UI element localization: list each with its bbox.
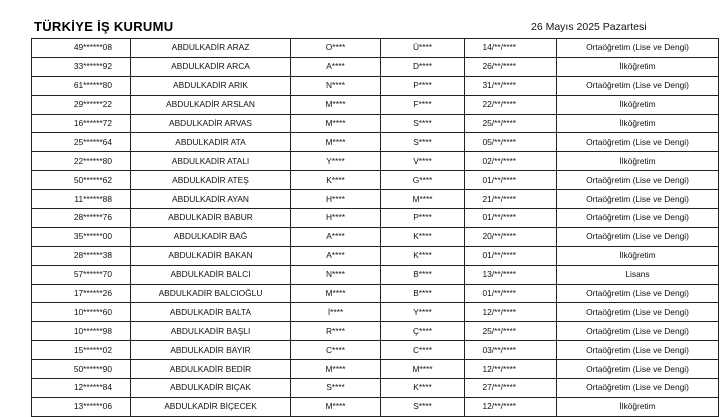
full-name-cell: ABDULKADİR BAŞLI [131,322,291,341]
mother-initial-cell: S**** [381,397,465,416]
table-row [32,209,719,228]
table-row [32,190,719,209]
birth-date-cell: 22/**/**** [465,95,557,114]
full-name-cell: ABDULKADİR ARSLAN [131,95,291,114]
table-row [32,379,719,398]
full-name-cell: ABDULKADİR ATALI [131,152,291,171]
education-cell: Ortaöğretim (Lise ve Dengi) [557,209,719,228]
table-row [32,57,719,76]
table-row [32,76,719,95]
education-cell: Ortaöğretim (Lise ve Dengi) [557,303,719,322]
education-cell: İlköğretim [557,114,719,133]
full-name-cell: ABDULKADİR BEDİR [131,360,291,379]
birth-date-cell: 12/**/**** [465,303,557,322]
mother-initial-cell: V**** [381,152,465,171]
birth-date-cell: 12/**/**** [465,360,557,379]
education-cell: İlköğretim [557,152,719,171]
full-name-cell: ABDULKADİR BİÇECEK [131,397,291,416]
mother-initial-cell: S**** [381,114,465,133]
mother-initial-cell: P**** [381,76,465,95]
full-name-cell: ABDULKADİR BALCIOĞLU [131,284,291,303]
father-initial-cell: M**** [291,284,381,303]
father-initial-cell: C**** [291,341,381,360]
education-cell: İlköğretim [557,246,719,265]
education-cell: İlköğretim [557,95,719,114]
education-cell: Ortaöğretim (Lise ve Dengi) [557,76,719,95]
id-number-cell: 12******84 [32,379,131,398]
father-initial-cell: M**** [291,360,381,379]
table-row [32,265,719,284]
id-number-cell: 16******72 [32,114,131,133]
mother-initial-cell: D**** [381,57,465,76]
birth-date-cell: 27/**/**** [465,379,557,398]
birth-date-cell: 21/**/**** [465,190,557,209]
father-initial-cell: M**** [291,397,381,416]
mother-initial-cell: B**** [381,284,465,303]
mother-initial-cell: P**** [381,209,465,228]
birth-date-cell: 05/**/**** [465,133,557,152]
education-cell: Ortaöğretim (Lise ve Dengi) [557,190,719,209]
birth-date-cell: 20/**/**** [465,227,557,246]
mother-initial-cell: K**** [381,227,465,246]
birth-date-cell: 02/**/**** [465,152,557,171]
father-initial-cell: M**** [291,95,381,114]
mother-initial-cell: G**** [381,171,465,190]
mother-initial-cell: Y**** [381,303,465,322]
full-name-cell: ABDULKADİR BALTA [131,303,291,322]
education-cell: Ortaöğretim (Lise ve Dengi) [557,379,719,398]
table-row [32,133,719,152]
mother-initial-cell: B**** [381,265,465,284]
table-row [32,341,719,360]
education-cell: Ortaöğretim (Lise ve Dengi) [557,133,719,152]
father-initial-cell: R**** [291,322,381,341]
full-name-cell: ABDULKADİR BAĞ [131,227,291,246]
id-number-cell: 29******22 [32,95,131,114]
mother-initial-cell: C**** [381,341,465,360]
birth-date-cell: 25/**/**** [465,322,557,341]
full-name-cell: ABDULKADİR ATEŞ [131,171,291,190]
father-initial-cell: A**** [291,246,381,265]
birth-date-cell: 01/**/**** [465,171,557,190]
father-initial-cell: H**** [291,190,381,209]
father-initial-cell: Y**** [291,152,381,171]
full-name-cell: ABDULKADİR ARAZ [131,39,291,58]
full-name-cell: ABDULKADİR BIÇAK [131,379,291,398]
father-initial-cell: A**** [291,57,381,76]
table-row [32,227,719,246]
id-number-cell: 13******06 [32,397,131,416]
mother-initial-cell: S**** [381,133,465,152]
id-number-cell: 35******00 [32,227,131,246]
father-initial-cell: K**** [291,171,381,190]
id-number-cell: 57******70 [32,265,131,284]
birth-date-cell: 26/**/**** [465,57,557,76]
education-cell: Ortaöğretim (Lise ve Dengi) [557,227,719,246]
table-row [32,171,719,190]
organization-title: TÜRKİYE İŞ KURUMU [34,19,174,34]
full-name-cell: ABDULKADİR ARVAS [131,114,291,133]
mother-initial-cell: M**** [381,360,465,379]
id-number-cell: 10******98 [32,322,131,341]
table-row [32,322,719,341]
full-name-cell: ABDULKADİR ARCA [131,57,291,76]
table-row [32,246,719,265]
id-number-cell: 25******64 [32,133,131,152]
table-row [32,152,719,171]
id-number-cell: 61******80 [32,76,131,95]
birth-date-cell: 01/**/**** [465,246,557,265]
birth-date-cell: 13/**/**** [465,265,557,284]
full-name-cell: ABDULKADİR BAYIR [131,341,291,360]
education-cell: Lisans [557,265,719,284]
table-row [32,303,719,322]
full-name-cell: ABDULKADİR BAKAN [131,246,291,265]
birth-date-cell: 01/**/**** [465,284,557,303]
birth-date-cell: 03/**/**** [465,341,557,360]
id-number-cell: 50******90 [32,360,131,379]
father-initial-cell: M**** [291,114,381,133]
table-row [32,284,719,303]
father-initial-cell: M**** [291,133,381,152]
table-row [32,39,719,58]
applicant-table [31,38,719,417]
mother-initial-cell: M**** [381,190,465,209]
birth-date-cell: 01/**/**** [465,209,557,228]
father-initial-cell: İ**** [291,303,381,322]
id-number-cell: 50******62 [32,171,131,190]
mother-initial-cell: K**** [381,246,465,265]
birth-date-cell: 31/**/**** [465,76,557,95]
education-cell: Ortaöğretim (Lise ve Dengi) [557,322,719,341]
father-initial-cell: S**** [291,379,381,398]
full-name-cell: ABDULKADİR BABUR [131,209,291,228]
father-initial-cell: N**** [291,265,381,284]
id-number-cell: 17******26 [32,284,131,303]
full-name-cell: ABDULKADİR ATA [131,133,291,152]
full-name-cell: ABDULKADİR BALCI [131,265,291,284]
education-cell: İlköğretim [557,57,719,76]
father-initial-cell: H**** [291,209,381,228]
id-number-cell: 10******60 [32,303,131,322]
id-number-cell: 33******92 [32,57,131,76]
mother-initial-cell: F**** [381,95,465,114]
birth-date-cell: 12/**/**** [465,397,557,416]
father-initial-cell: N**** [291,76,381,95]
mother-initial-cell: Ü**** [381,39,465,58]
birth-date-cell: 14/**/**** [465,39,557,58]
report-date: 26 Mayıs 2025 Pazartesi [531,21,647,33]
id-number-cell: 15******02 [32,341,131,360]
table-row [32,95,719,114]
id-number-cell: 28******76 [32,209,131,228]
id-number-cell: 49******08 [32,39,131,58]
table-row [32,360,719,379]
full-name-cell: ABDULKADİR ARIK [131,76,291,95]
education-cell: İlköğretim [557,397,719,416]
father-initial-cell: A**** [291,227,381,246]
id-number-cell: 11******88 [32,190,131,209]
father-initial-cell: O**** [291,39,381,58]
full-name-cell: ABDULKADİR AYAN [131,190,291,209]
applicant-table-body [32,39,719,417]
mother-initial-cell: K**** [381,379,465,398]
education-cell: Ortaöğretim (Lise ve Dengi) [557,284,719,303]
mother-initial-cell: Ç**** [381,322,465,341]
table-row [32,397,719,416]
table-row [32,114,719,133]
id-number-cell: 28******38 [32,246,131,265]
education-cell: Ortaöğretim (Lise ve Dengi) [557,341,719,360]
education-cell: Ortaöğretim (Lise ve Dengi) [557,360,719,379]
id-number-cell: 22******80 [32,152,131,171]
page-header [0,0,720,38]
education-cell: Ortaöğretim (Lise ve Dengi) [557,39,719,58]
birth-date-cell: 25/**/**** [465,114,557,133]
education-cell: Ortaöğretim (Lise ve Dengi) [557,171,719,190]
